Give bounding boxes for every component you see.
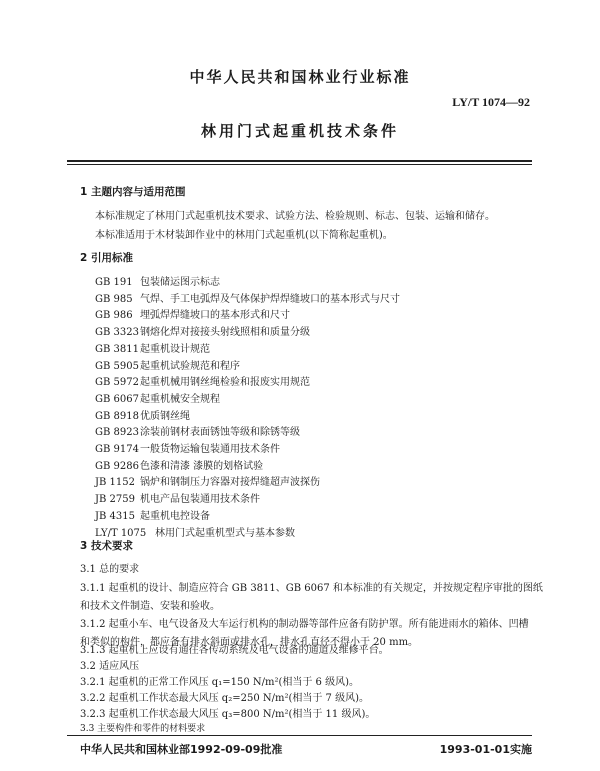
header-divider-thick <box>67 160 532 162</box>
standard-row <box>95 490 260 505</box>
standard-row <box>95 423 300 438</box>
standard-title: 包装储运图示标志 <box>140 277 220 288</box>
standard-title: 涂装前钢材表面锈蚀等级和除锈等级 <box>140 427 300 439</box>
standard-row <box>95 473 320 488</box>
standard-code: GB 8918 <box>95 410 139 422</box>
standard-title: 锅炉和钢制压力容器对接焊缝超声波探伤 <box>140 477 320 489</box>
standard-title: 起重机设计规范 <box>140 343 210 355</box>
standard-code: GB 985 <box>95 293 133 305</box>
standard-row <box>95 323 310 338</box>
standard-code: JB 1152 <box>95 477 135 489</box>
approval-note: 中华人民共和国林业部1992-09-09批准 <box>80 743 283 756</box>
standard-title: 一般货物运输包装通用技术条件 <box>140 444 280 455</box>
clause-3-2-2: 3.2.2 起重机工作状态最大风压 q₂=250 N/m²(相当于 7 级风)。 <box>80 693 369 704</box>
clause-3-2: 3.2 适应风压 <box>80 661 140 672</box>
section-1-paragraph-2: 本标准适用于木材装卸作业中的林用门式起重机(以下简称起重机)。 <box>95 230 393 241</box>
issuer-title: 中华人民共和国林业行业标准 <box>189 68 411 86</box>
standard-code: GB 986 <box>95 310 133 322</box>
standard-code: GB 3323 <box>95 327 139 339</box>
standard-row <box>95 524 295 539</box>
clause-3-1: 3.1 总的要求 <box>80 564 140 575</box>
standard-row <box>95 273 220 288</box>
standard-title: 优质钢丝绳 <box>140 410 190 422</box>
standard-code: GB 6067 <box>95 393 139 405</box>
effective-date: 1993-01-01实施 <box>439 743 532 756</box>
standard-code: GB 3811 <box>95 343 139 355</box>
standard-code: GB 9286 <box>95 460 139 472</box>
clause-3-1-3: 3.1.3 起重机上应设有通往各传动系统及电气设备的通道及维修平台。 <box>80 645 389 656</box>
standard-code: GB 191 <box>95 277 133 288</box>
standard-row <box>95 440 280 455</box>
standard-number: LY/T 1074—92 <box>452 95 530 109</box>
standard-title: 色漆和清漆 漆膜的划格试验 <box>140 460 264 472</box>
clause-3-1-1-line-1: 3.1.1 起重机的设计、制造应符合 GB 3811、GB 6067 和本标准的有关规定，并按规定程序审批的图纸 <box>80 583 543 594</box>
standard-row <box>95 290 400 305</box>
clause-3-3: 3.3 主要构件和零件的材料要求 <box>80 724 206 734</box>
standard-code: JB 2759 <box>95 494 135 506</box>
standard-code: GB 5905 <box>95 360 139 372</box>
standard-row <box>95 373 310 388</box>
standard-row <box>95 407 190 422</box>
standard-title: 气焊、手工电弧焊及气体保护焊焊缝坡口的基本形式与尺寸 <box>140 293 400 305</box>
standard-title: 起重机械用钢丝绳检验和报废实用规范 <box>140 377 310 389</box>
clause-3-1-2-line-1: 3.1.2 起重小车、电气设备及大车运行机构的制动器等部件应备有防护罩。所有能进雨水的箱体、凹槽 <box>80 619 529 630</box>
clause-3-2-1: 3.2.1 起重机的正常工作风压 q₁=150 N/m²(相当于 6 级风)。 <box>80 677 359 688</box>
standard-title: 机电产品包装通用技术条件 <box>140 494 260 506</box>
standard-row <box>95 357 240 372</box>
clause-3-1-2-line-2: 和类似的构件，都应备有排水斜面或排水孔，排水孔直径不得小于 20 mm。 <box>80 637 419 648</box>
standard-code: GB 8923 <box>95 427 139 439</box>
standard-row <box>95 457 263 472</box>
clause-3-2-3: 3.2.3 起重机工作状态最大风压 q₃=800 N/m²(相当于 11 级风)。 <box>80 709 376 720</box>
standard-row <box>95 507 210 522</box>
standard-title: 林用门式起重机型式与基本参数 <box>155 527 295 539</box>
standard-code: GB 5972 <box>95 377 139 389</box>
standard-title: 起重机械安全规程 <box>140 393 220 405</box>
header-divider-thin <box>67 164 532 165</box>
standard-row <box>95 390 220 405</box>
footer-divider <box>67 735 532 736</box>
section-1-paragraph-1: 本标准规定了林用门式起重机技术要求、试验方法、检验规则、标志、包装、运输和储存。 <box>95 211 495 222</box>
standard-row <box>95 306 290 321</box>
standard-title: 起重机电控设备 <box>140 510 210 522</box>
standard-title: 起重机试验规范和程序 <box>140 360 240 372</box>
section-2-heading: 2 引用标准 <box>80 252 133 264</box>
section-1-heading: 1 主题内容与适用范围 <box>80 186 186 198</box>
standard-code: LY/T 1075 <box>95 527 147 539</box>
clause-3-1-1-line-2: 和技术文件制造、安装和验收。 <box>80 601 220 612</box>
standard-row <box>95 340 210 355</box>
standard-title: 埋弧焊焊缝坡口的基本形式和尺寸 <box>140 310 290 322</box>
document-title: 林用门式起重机技术条件 <box>200 122 399 140</box>
section-3-heading: 3 技术要求 <box>80 540 133 552</box>
standard-title: 钢熔化焊对接接头射线照相和质量分级 <box>140 327 310 339</box>
standard-code: JB 4315 <box>95 510 135 522</box>
standard-code: GB 9174 <box>95 444 139 455</box>
